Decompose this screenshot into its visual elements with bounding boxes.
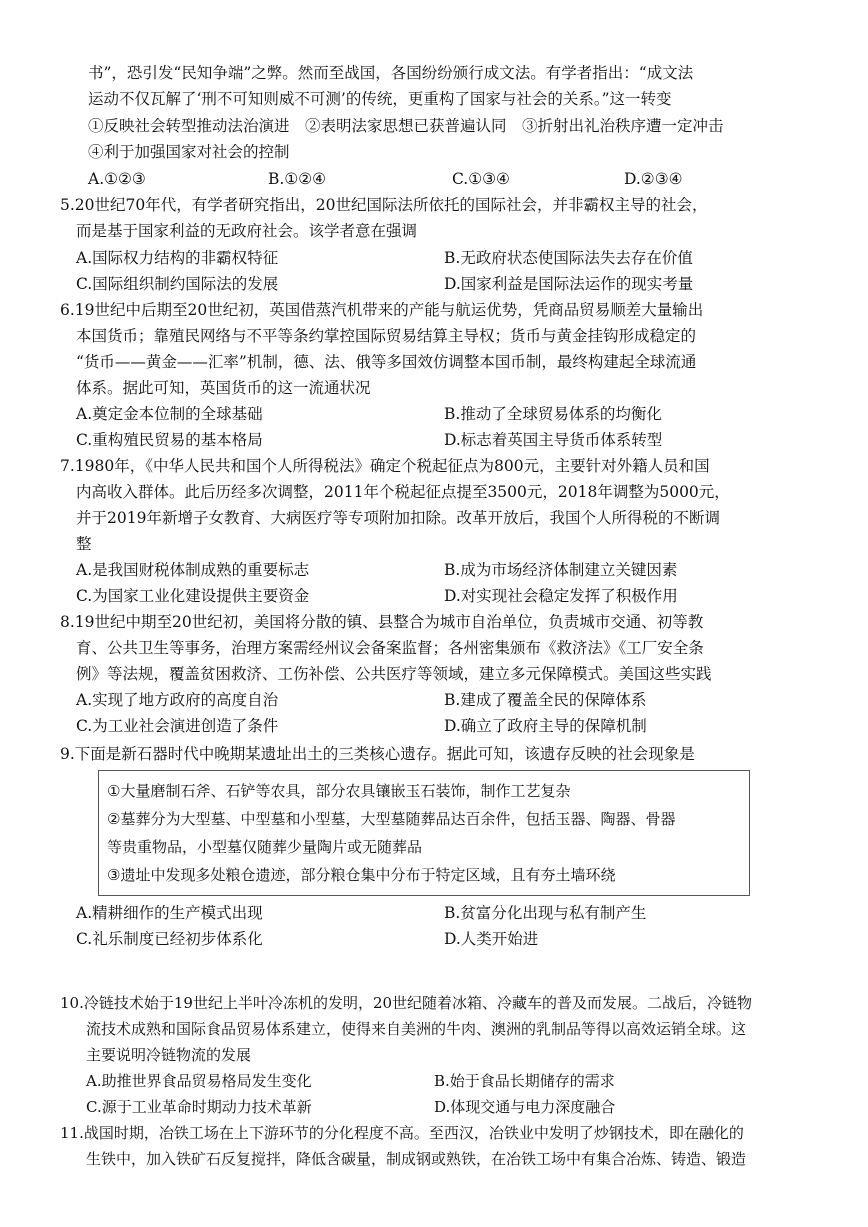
- q5-stem-line-1: 5.20世纪70年代，有学者研究指出，20世纪国际法所依托的国际社会，并非霸权主导的社会，: [60, 196, 708, 214]
- q6-stem-line-1: 6.19世纪中后期至20世纪初，英国借蒸汽机带来的产能与航运优势，凭商品贸易顺差大量输出: [60, 301, 704, 319]
- q7-stem-line-2: 内高收入群体。此后历经多次调整，2011年个税起征点提至3500元，2018年调整为5000元，: [76, 483, 730, 501]
- q7-stem-line-4: 整: [76, 535, 92, 553]
- q9-material-box: [98, 770, 750, 896]
- q5-option-b[interactable]: B.无政府状态使国际法失去存在价值: [444, 249, 693, 267]
- q11-stem-line-1: 11.战国时期，冶铁工场在上下游环节的分化程度不高。至西汉，冶铁业中发明了炒钢技术，即在融化的: [60, 1124, 744, 1142]
- q8-option-c[interactable]: C.为工业社会演进创造了条件: [76, 717, 279, 735]
- q6-stem-line-4: 体系。据此可知，英国货币的这一流通状况: [76, 379, 371, 397]
- q10-option-c[interactable]: C.源于工业革命时期动力技术革新: [86, 1098, 312, 1116]
- q9-box-line-1: ①大量磨制石斧、石铲等农具，部分农具镶嵌玉石装饰，制作工艺复杂: [107, 782, 571, 800]
- q8-stem-line-1: 8.19世纪中期至20世纪初，美国将分散的镇、县整合为城市自治单位，负责城市交通、初等教: [60, 613, 704, 631]
- q10-stem-line-1: 10.冷链技术始于19世纪上半叶冷冻机的发明，20世纪随着冰箱、冷藏车的普及而发展。二战后，冷链物: [60, 994, 753, 1012]
- q4-statements-line-1: ①反映社会转型推动法治演进 ②表明法家思想已获普遍认同 ③折射出礼治秩序遭一定冲击: [88, 117, 724, 135]
- q4-option-b[interactable]: B.①②④: [268, 170, 327, 188]
- q9-box-line-3: 等贵重物品，小型墓仅随葬少量陶片或无随葬品: [107, 838, 423, 856]
- q4-statements-line-2: ④利于加强国家对社会的控制: [88, 143, 290, 161]
- q10-option-d[interactable]: D.体现交通与电力深度融合: [434, 1098, 616, 1116]
- q10-stem-line-2: 流技术成熟和国际食品贸易体系建立，使得来自美洲的牛肉、澳洲的乳制品等得以高效运销全球。这: [86, 1020, 747, 1038]
- q6-stem-line-2: 本国货币；靠殖民网络与不平等条约掌控国际贸易结算主导权；货币与黄金挂钩形成稳定的: [76, 327, 697, 345]
- q11-stem-line-2: 生铁中，加入铁矿石反复搅拌，降低含碳量，制成钢或熟铁，在冶铁工场中有集合冶炼、铸造、锻造: [86, 1150, 747, 1168]
- q8-stem-line-3: 例》等法规，覆盖贫困救济、工伤补偿、公共医疗等领域，建立多元保障模式。美国这些实践: [76, 665, 712, 683]
- q10-stem-line-3: 主要说明冷链物流的发展: [86, 1046, 252, 1064]
- q5-option-a[interactable]: A.国际权力结构的非霸权特征: [76, 249, 279, 267]
- q8-option-a[interactable]: A.实现了地方政府的高度自治: [76, 691, 279, 709]
- q9-box-line-4: ③遗址中发现多处粮仓遗迹，部分粮仓集中分布于特定区域，且有夯土墙环绕: [107, 866, 616, 884]
- q9-option-b[interactable]: B.贫富分化出现与私有制产生: [444, 904, 647, 922]
- q6-option-c[interactable]: C.重构殖民贸易的基本格局: [76, 431, 263, 449]
- q7-option-c[interactable]: C.为国家工业化建设提供主要资金: [76, 587, 310, 605]
- q9-box-line-2: ②墓葬分为大型墓、中型墓和小型墓，大型墓随葬品达百余件，包括玉器、陶器、骨器: [107, 810, 676, 828]
- q4-stem-line-2: 运动不仅瓦解了‘刑不可知则威不可测’的传统，更重构了国家与社会的关系。”这一转变: [88, 90, 672, 108]
- q4-stem-line-1: 书”，恐引发“民知争端”之弊。然而至战国，各国纷纷颁行成文法。有学者指出：“成文法: [88, 64, 694, 82]
- q5-option-d[interactable]: D.国家利益是国际法运作的现实考量: [444, 275, 694, 293]
- q8-option-d[interactable]: D.确立了政府主导的保障机制: [444, 717, 647, 735]
- q4-option-d[interactable]: D.②③④: [624, 170, 683, 188]
- q6-option-d[interactable]: D.标志着英国主导货币体系转型: [444, 431, 663, 449]
- q6-option-a[interactable]: A.奠定金本位制的全球基础: [76, 405, 263, 423]
- q10-option-b[interactable]: B.始于食品长期储存的需求: [434, 1072, 615, 1090]
- q8-option-b[interactable]: B.建成了覆盖全民的保障体系: [444, 691, 647, 709]
- q4-option-c[interactable]: C.①③④: [452, 170, 510, 188]
- q7-option-b[interactable]: B.成为市场经济体制建立关键因素: [444, 561, 678, 579]
- q7-stem-line-3: 并于2019年新增子女教育、大病医疗等专项附加扣除。改革开放后，我国个人所得税的不断调: [76, 509, 720, 527]
- q6-option-b[interactable]: B.推动了全球贸易体系的均衡化: [444, 405, 662, 423]
- q10-option-a[interactable]: A.助推世界食品贸易格局发生变化: [86, 1072, 312, 1090]
- q4-option-a[interactable]: A.①②③: [88, 170, 146, 188]
- q9-stem-line-1: 9.下面是新石器时代中晚期某遗址出土的三类核心遗存。据此可知，该遗存反映的社会现象是: [60, 745, 695, 763]
- q9-option-d[interactable]: D.人类开始进: [444, 930, 539, 948]
- q7-stem-line-1: 7.1980年，《中华人民共和国个人所得税法》确定个税起征点为800元，主要针对外籍人员和国: [60, 457, 710, 475]
- q7-option-d[interactable]: D.对实现社会稳定发挥了积极作用: [444, 587, 678, 605]
- q7-option-a[interactable]: A.是我国财税体制成熟的重要标志: [76, 561, 310, 579]
- q6-stem-line-3: “货币——黄金——汇率”机制，德、法、俄等多国效仿调整本国币制，最终构建起全球流通: [76, 353, 697, 371]
- q5-option-c[interactable]: C.国际组织制约国际法的发展: [76, 275, 279, 293]
- q9-option-c[interactable]: C.礼乐制度已经初步体系化: [76, 930, 263, 948]
- q5-stem-line-2: 而是基于国家利益的无政府社会。该学者意在强调: [76, 222, 418, 240]
- q9-option-a[interactable]: A.精耕细作的生产模式出现: [76, 904, 263, 922]
- q8-stem-line-2: 育、公共卫生等事务，治理方案需经州议会备案监督；各州密集颁布《救济法》《工厂安全条: [76, 639, 704, 657]
